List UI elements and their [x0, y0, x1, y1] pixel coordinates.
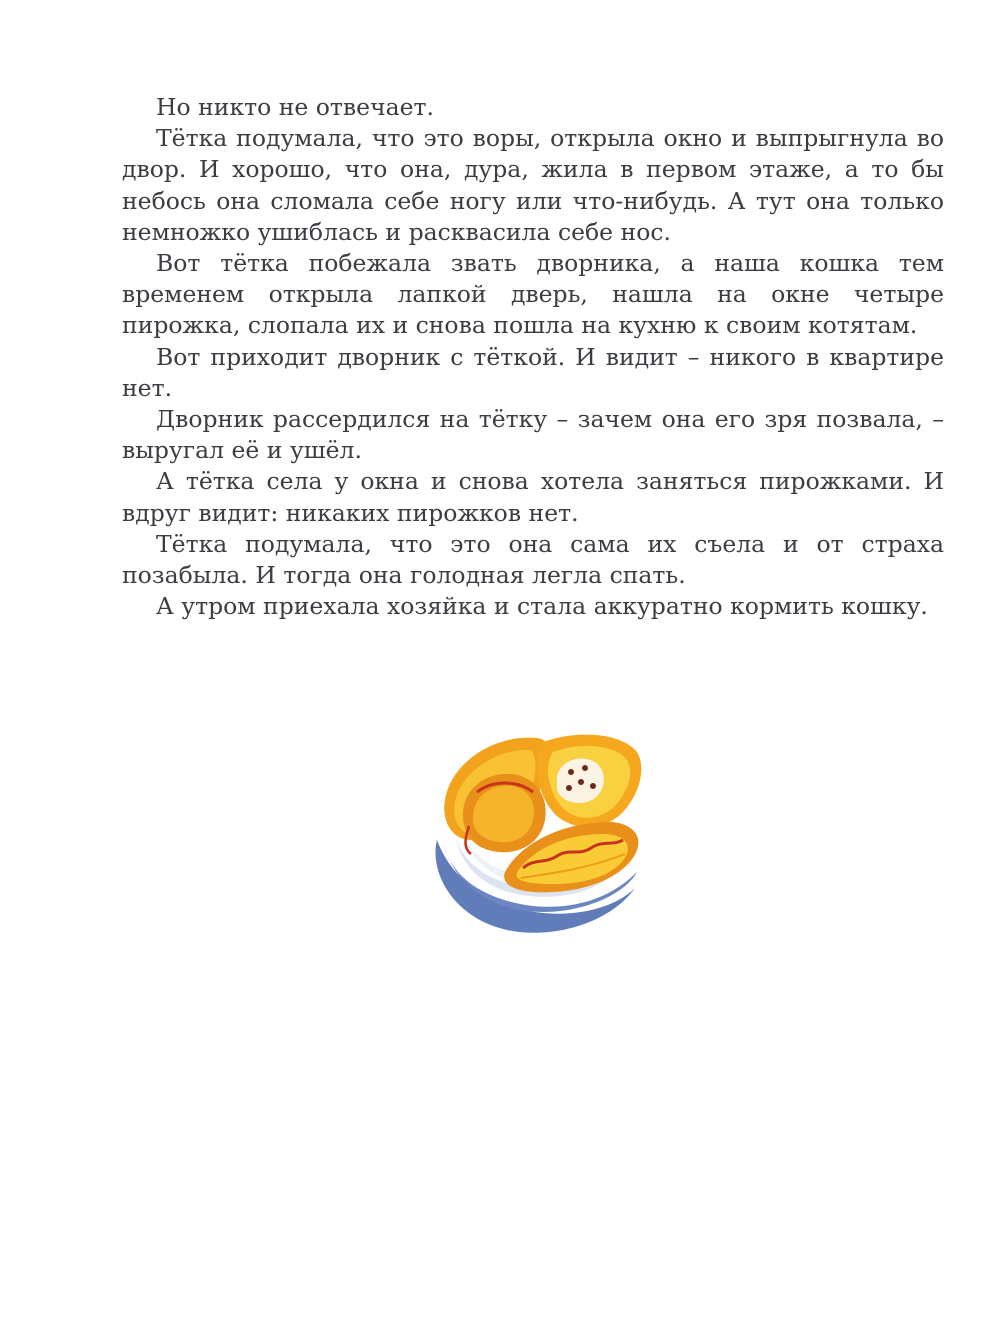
story-text: [122, 92, 944, 622]
paragraph: Вот тётка побежала звать дворника, а наша кошка тем временем открыла лапкой дверь, нашла на окне четыре пирожка, слопала их и снова пошла на кухню к своим котятам.: [122, 249, 944, 340]
plate-of-pies-icon: [425, 722, 650, 937]
paragraph: Дворник рассердился на тётку – зачем она его зря позвала, – выругал её и ушёл.: [122, 405, 944, 465]
paragraph: Вот приходит дворник с тёткой. И видит – никого в квартире нет.: [122, 342, 944, 402]
paragraph: Но никто не отвечает.: [156, 93, 434, 121]
paragraph: Тётка подумала, что это воры, открыла окно и выпрыгнула во двор. И хорошо, что она, дура, жила в первом этаже, а то бы небось она сломала себе ногу или что-нибудь. А тут она только немножко ушиблась и расквасила себе нос.: [122, 124, 944, 246]
paragraph: Тётка подумала, что это она сама их съела и от страха позабыла. И тогда она голодная легла спать.: [122, 529, 944, 590]
paragraph: А утром приехала хозяйка и стала аккуратно кормить кошку.: [156, 592, 928, 621]
paragraph: А тётка села у окна и снова хотела заняться пирожками. И вдруг видит: никаких пирожков нет.: [122, 467, 944, 527]
